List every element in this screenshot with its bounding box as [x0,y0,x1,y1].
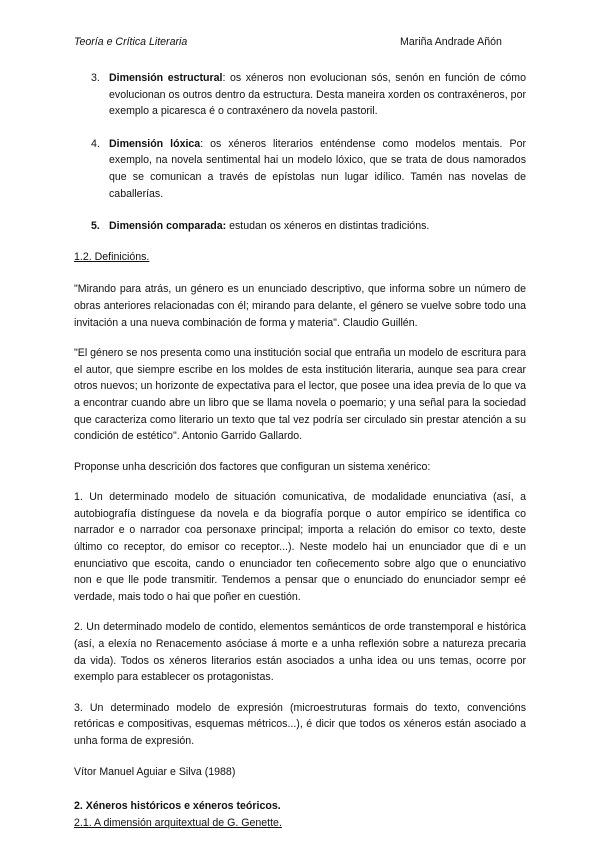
list-item-title: Dimensión estructural [109,72,223,84]
list-item-text: estudan os xéneros en distintas tradicións. [226,220,430,233]
header-course-title: Teoría e Crítica Literaria [74,36,188,48]
section-heading-genres: 2. Xéneros históricos e xéneros teóricos. [74,800,281,813]
list-item-title: Dimensión lóxica [109,137,201,150]
list-item-text: : os xéneros literarios enténdense como modelos mentais. Por exemplo, na novela sentimental hai un modelo lóxico, que se trata de dous namorados que se comunican a través de epístolas nun lugar idílico. Tamén nas novelas de caballerías. [109,137,526,200]
factors-intro: Proponse unha descrición dos factores que configuran un sistema xenérico: [74,460,431,473]
quote-claudio-guillen: "Mirando para atrás, un género es un enunciado descriptivo, que informa sobre un número de obras anteriores relacionadas con él; mirando para delante, el género se vuelve sobre todo una invitación a una nueva combinación de forma y materia". Claudio Guillén. [74,283,526,329]
section-heading-definitions: 1.2. Definicións. [74,250,150,263]
list-number: 5. [91,220,100,233]
factor-expression-model: 3. Un determinado modelo de expresión (microestruturas formais do texto, convencións retóricas e compositivas, esquemas métricos...), é dicir que todos os xéneros están asociado a unha forma de expresión. [74,701,526,747]
citation-author: Vítor Manuel Aguiar e Silva (1988) [74,765,236,778]
list-item-text: : os xéneros non evolucionan sós, senón en función de cómo evolucionan os outros dentro da estructura. Desta maneira xorden os contraxéneros, por exemplo a picaresca é o contraxénero da novela pastoril. [109,72,526,118]
quote-garrido-gallardo: "El género se nos presenta como una institución social que entraña un modelo de escritura para el autor, que siempre escribe en los moldes de esta institución literaria, aunque sea para crear otros nuevos; un horizonte de expectativa para el lector, que posee una idea previa de lo que va a encontrar cuando abre un libro que se llama novela o poemario; y una señal para la sociedad que caracteriza como literario un texto que tal vez podría ser circulado sin prestar atención a su condición de estético". Antonio Garrido Gallardo. [74,347,526,443]
list-number: 4. [91,137,100,150]
factor-content-model: 2. Un determinado modelo de contido, elementos semánticos de orde transtemporal e histórica (así, a elexía no Renacemento asóciase á morte e a unha reflexión sobre a natureza precaria da vida). Todos os xéneros literarios están asociados a unha idea ou uns temas, ocorre por exemplo para establecer os protagonistas. [74,621,526,684]
subsection-heading-genette: 2.1. A dimensión arquitextual de G. Genette. [74,816,282,829]
list-number: 3. [91,72,100,84]
list-item [74,136,526,202]
list-item-title: Dimensión comparada: [109,220,227,233]
list-item [74,218,526,235]
factor-communicative-model: 1. Un determinado modelo de situación comunicativa, de modalidade enunciativa (así, a autobiografía distínguese da novela e da biografía porque o autor empírico se identifica co narrador e o narrador coa personaxe principal; importa a relación do emisor co texto, deste último co receptor, do emisor co receptor...). Neste modelo hai un enunciador que di e un enunciativo que escoita, cando o enunciador ten coñecemento sobre algo que o enunciativo non e que lle pode transmitir. Tendemos a pensar que o enunciado do enunciador sempr eé verdade, mais todo o hai que poñer en cuestión. [74,491,526,603]
header-author-name: Mariña Andrade Añón [400,36,502,48]
page-header [74,36,526,50]
document-body [74,70,526,831]
list-item [74,70,526,120]
